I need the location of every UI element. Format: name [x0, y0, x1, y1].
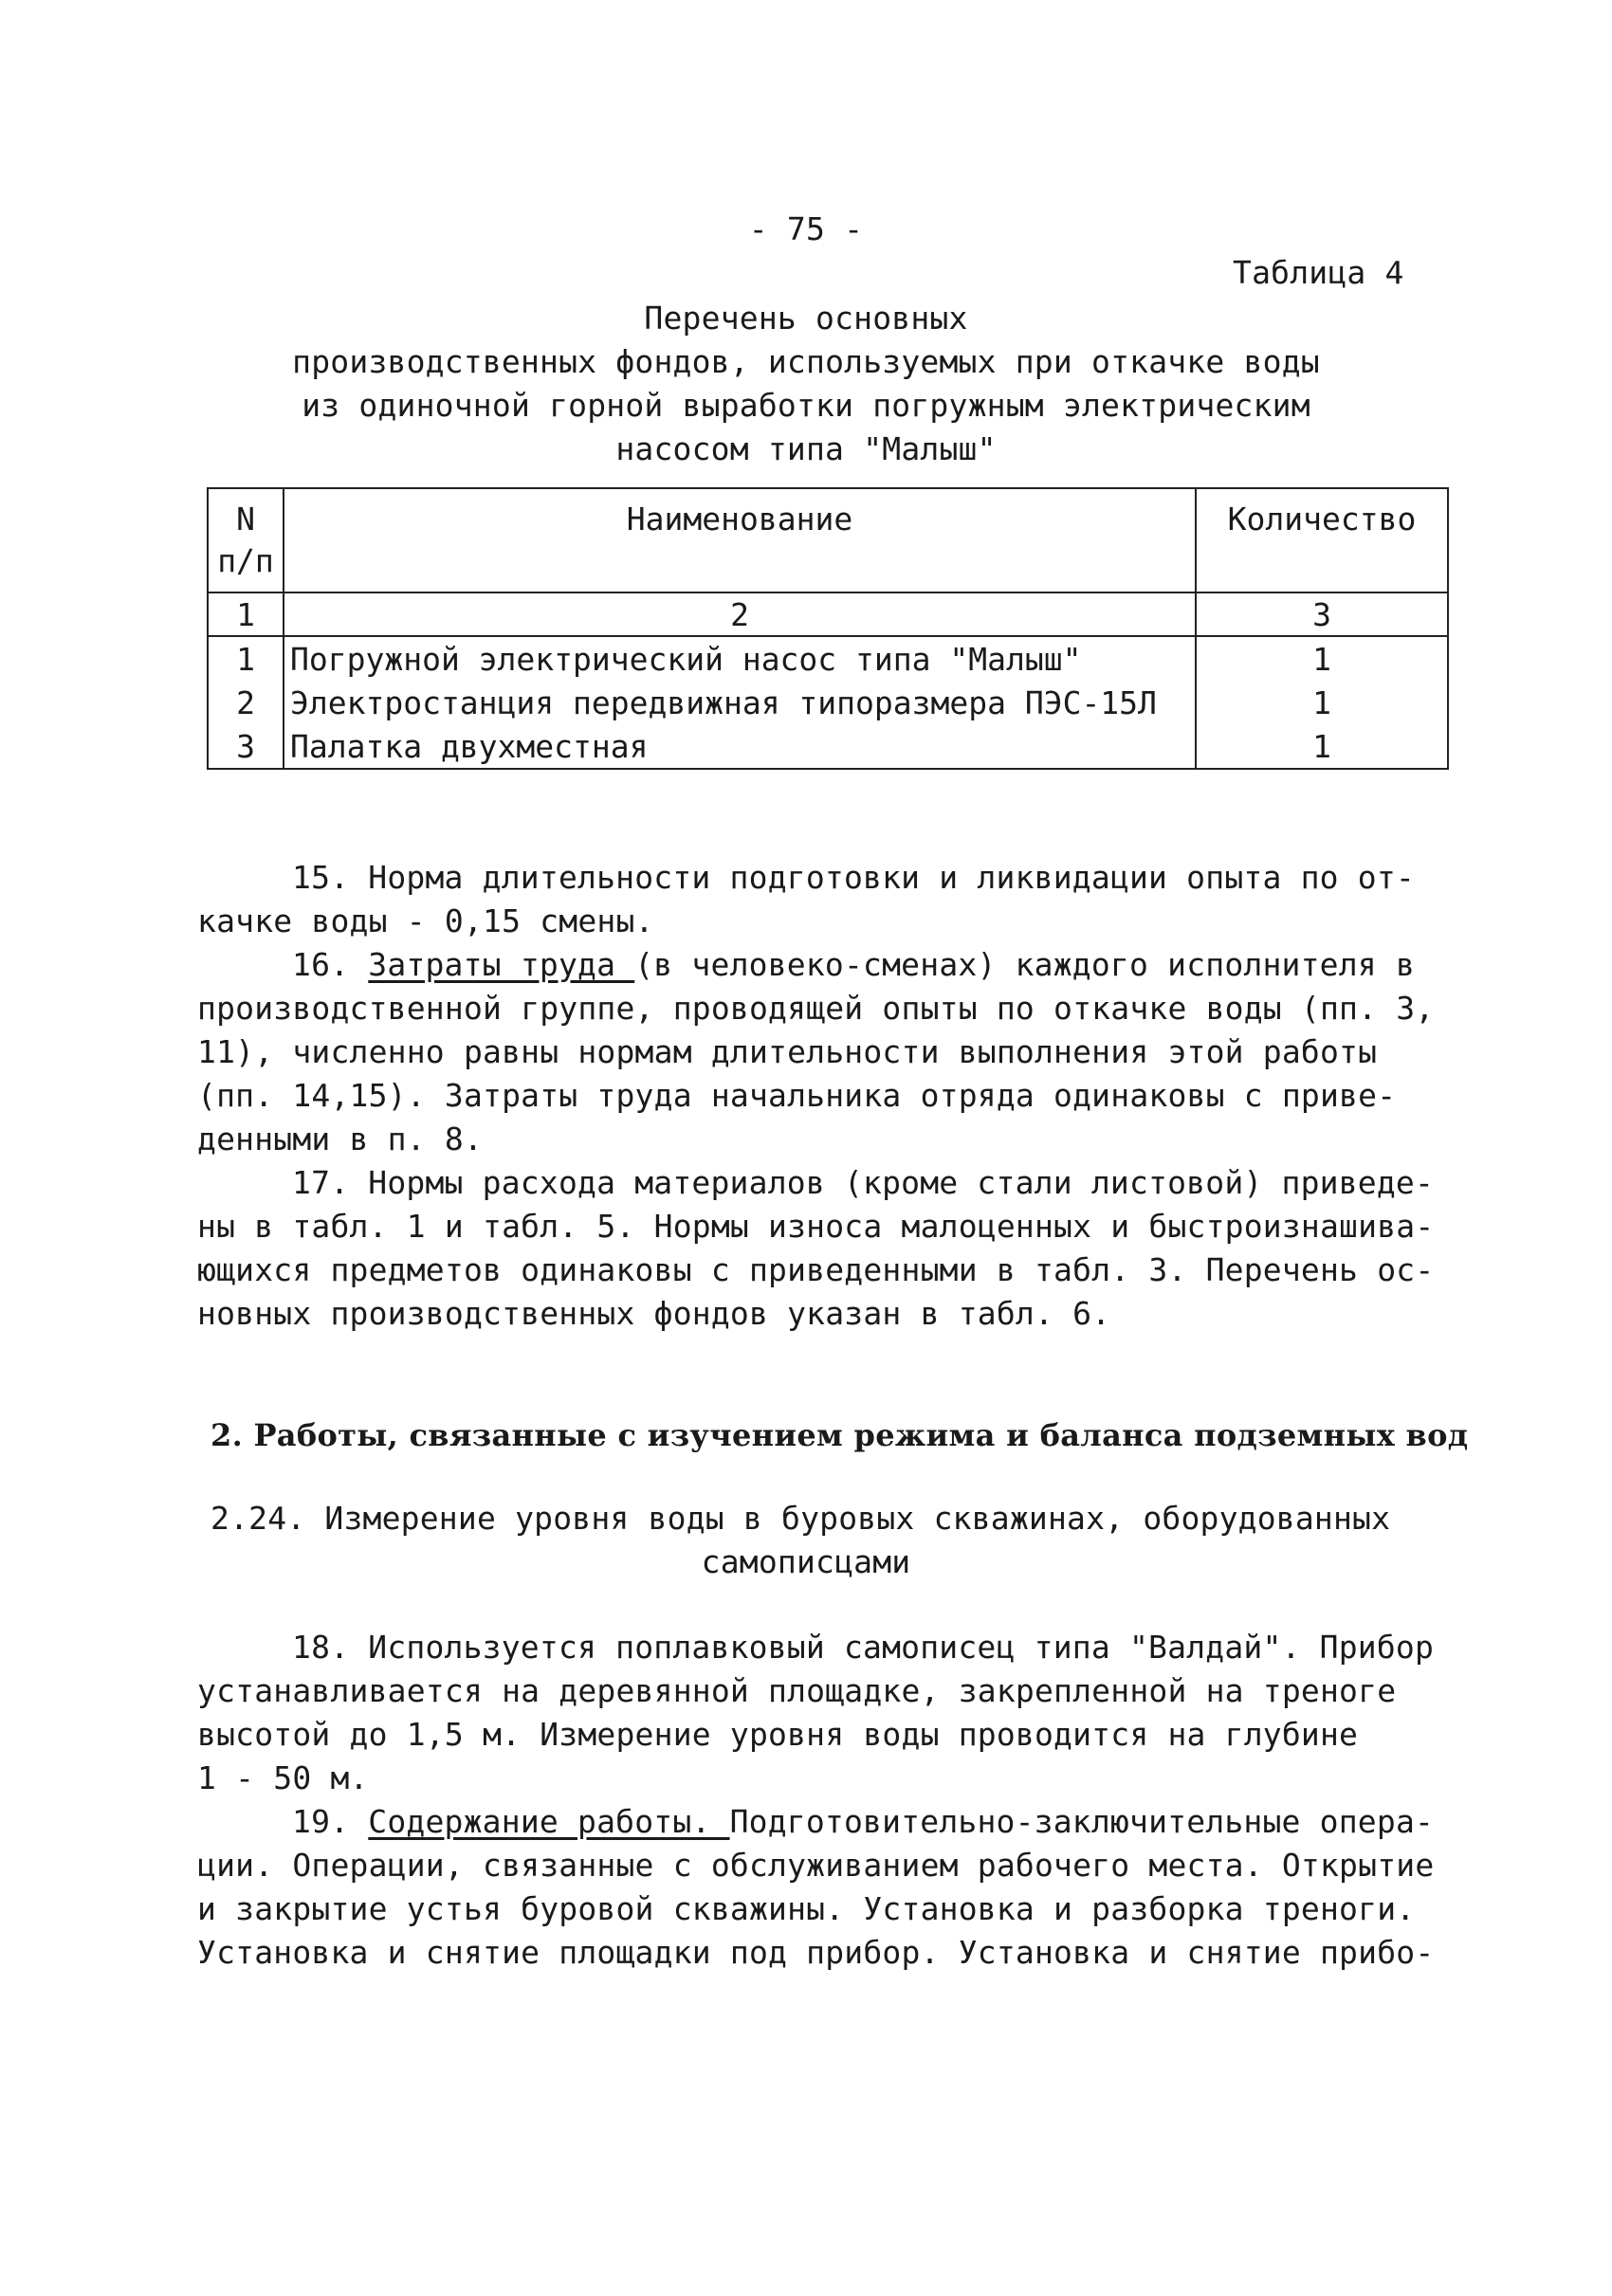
row-qty: 1	[1196, 681, 1448, 724]
row-name: Погружной электрический насос типа "Малыш"	[284, 636, 1196, 681]
table-row	[208, 681, 1448, 724]
table-title-line-1: Перечень основных	[644, 300, 968, 337]
paragraph-18-line-2: устанавливается на деревянной площадке, закрепленной на треноге	[197, 1672, 1397, 1709]
paragraph-17-line-4: новных производственных фондов указан в табл. 6.	[197, 1295, 1111, 1332]
paragraph-16-number: 16.	[292, 946, 369, 983]
row-name: Палатка двухместная	[284, 724, 1196, 769]
row-num: 1	[208, 636, 284, 681]
row-qty: 1	[1196, 724, 1448, 769]
paragraph-19-line-3: и закрытие устья буровой скважины. Установка и разборка треноги.	[197, 1890, 1416, 1927]
table-row	[208, 636, 1448, 681]
paragraph-15-line-1: 15. Норма длительности подготовки и ликвидации опыта по от-	[292, 859, 1415, 896]
row-num: 3	[208, 724, 284, 769]
funds-table	[207, 487, 1449, 770]
header-num-line-1: N	[236, 501, 255, 538]
paragraph-16-line-2: производственной группе, проводящей опыты по откачке воды (пп. 3,	[197, 990, 1435, 1027]
column-number: 3	[1196, 592, 1448, 636]
header-num	[208, 488, 284, 592]
table-header-row	[208, 488, 1448, 592]
paragraph-17-line-3: ющихся предметов одинаковы с приведенными в табл. 3. Перечень ос-	[197, 1251, 1435, 1288]
row-name: Электростанция передвижная типоразмера ПЭС-15Л	[284, 681, 1196, 724]
header-qty	[1196, 488, 1448, 592]
paragraph-16-underlined-term: Затраты труда	[368, 946, 635, 983]
paragraph-16-line-5: денными в п. 8.	[197, 1121, 484, 1157]
table-title-line-2: производственных фондов, используемых при откачке воды	[292, 343, 1320, 380]
paragraph-18-line-1: 18. Используется поплавковый самописец типа "Валдай". Прибор	[292, 1629, 1435, 1666]
column-number: 2	[284, 592, 1196, 636]
paragraph-19-line-1	[292, 1803, 1434, 1840]
paragraph-19-number: 19.	[292, 1803, 369, 1840]
header-num-line-2: п/п	[217, 542, 274, 579]
paragraph-19-underlined-term: Содержание работы.	[368, 1803, 730, 1840]
row-num: 2	[208, 681, 284, 724]
row-qty: 1	[1196, 636, 1448, 681]
paragraph-15-line-2: качке воды - 0,15 смены.	[197, 902, 654, 939]
table-title-line-4: насосом типа "Малыш"	[615, 430, 997, 467]
paragraph-18-line-4: 1 - 50 м.	[197, 1759, 369, 1796]
column-number: 1	[208, 592, 284, 636]
paragraph-16-line-4: (пп. 14,15). Затраты труда начальника отряда одинаковы с приве-	[197, 1077, 1397, 1114]
paragraph-17-line-2: ны в табл. 1 и табл. 5. Нормы износа малоценных и быстроизнашива-	[197, 1208, 1435, 1245]
subsection-title-line-1: 2.24. Измерение уровня воды в буровых скважинах, оборудованных	[211, 1500, 1391, 1537]
paragraph-19-rest: Подготовительно-заключительные опера-	[729, 1803, 1435, 1840]
page-number: - 75 -	[748, 210, 864, 247]
paragraph-17-line-1: 17. Нормы расхода материалов (кроме стали листовой) приведе-	[292, 1164, 1435, 1201]
paragraph-19-line-4: Установка и снятие площадки под прибор. Установка и снятие прибо-	[197, 1934, 1435, 1971]
paragraph-16-rest: (в человеко-сменах) каждого исполнителя в	[634, 946, 1416, 983]
paragraph-19-line-2: ции. Операции, связанные с обслуживанием рабочего места. Открытие	[197, 1847, 1435, 1884]
table-title-line-3: из одиночной горной выработки погружным электрическим	[302, 387, 1310, 424]
table-row	[208, 724, 1448, 769]
column-number-row	[208, 592, 1448, 636]
subsection-title-line-2: самописцами	[701, 1543, 911, 1580]
table-label: Таблица 4	[1233, 254, 1404, 291]
section-heading: 2. Работы, связанные с изучением режима и баланса подземных вод	[211, 1417, 1469, 1453]
paragraph-16-line-1	[292, 946, 1415, 983]
header-name-label: Наименование	[626, 501, 853, 538]
paragraph-16-line-3: 11), численно равны нормам длительности выполнения этой работы	[197, 1033, 1378, 1070]
header-name	[284, 488, 1196, 592]
paragraph-18-line-3: высотой до 1,5 м. Измерение уровня воды проводится на глубине	[197, 1716, 1359, 1753]
header-qty-label: Количество	[1227, 501, 1417, 538]
